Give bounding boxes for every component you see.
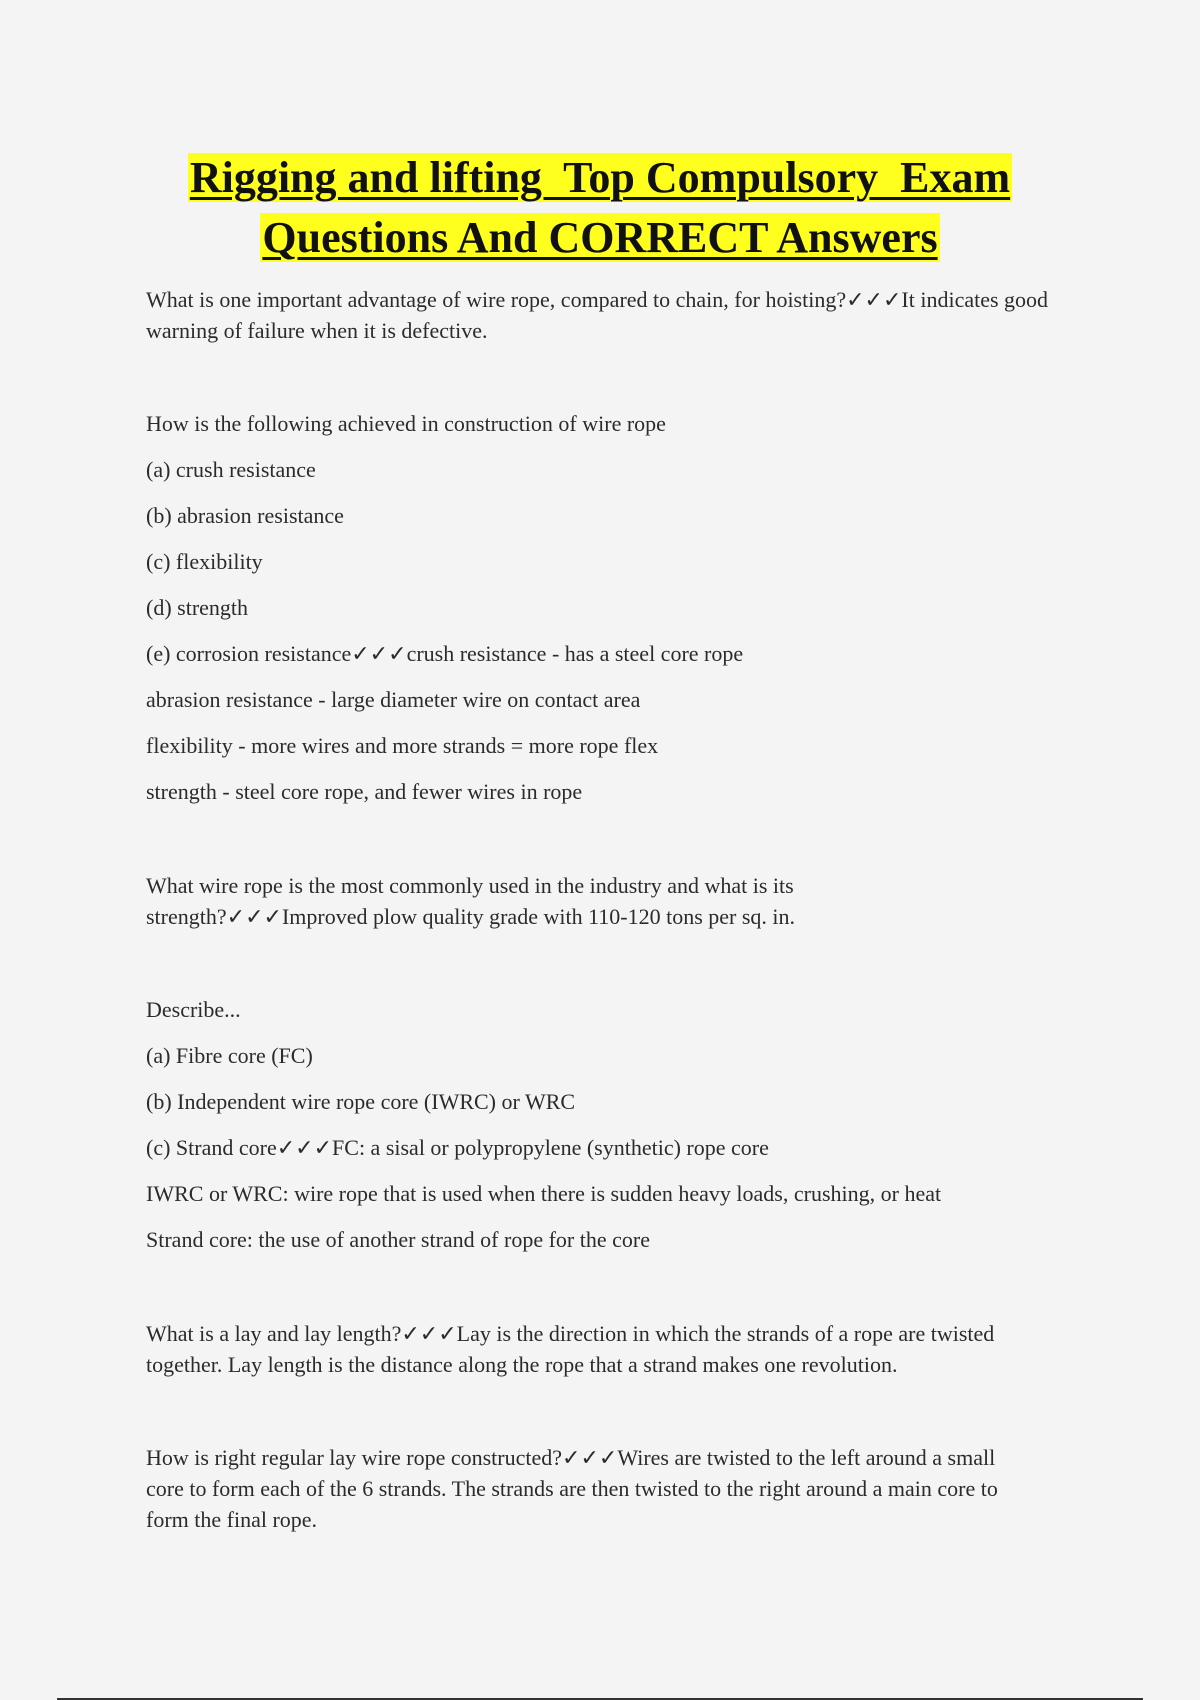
checkmark-icon: ✓✓✓ xyxy=(276,1135,333,1160)
spacer xyxy=(146,1270,1076,1318)
question-answer-line xyxy=(146,1132,1076,1163)
qa-item-6 xyxy=(146,1442,1036,1535)
checkmark-icon: ✓✓✓ xyxy=(351,641,407,666)
question-line: (b) Independent wire rope core (IWRC) or WRC xyxy=(146,1089,576,1114)
qa-item-4 xyxy=(146,994,1076,1255)
spacer xyxy=(146,1380,1076,1442)
title-line-2: Questions And CORRECT Answers xyxy=(262,213,938,262)
question-line: (d) strength xyxy=(146,595,249,620)
checkmark-icon: ✓✓✓ xyxy=(562,1445,618,1470)
answer-line: flexibility - more wires and more strands = more rope flex xyxy=(146,733,659,758)
question-answer-line xyxy=(146,638,1076,669)
question-text: (e) corrosion resistance xyxy=(146,641,352,666)
question-line: How is the following achieved in construction of wire rope xyxy=(146,411,666,436)
spacer xyxy=(146,932,1076,994)
answer-line: IWRC or WRC: wire rope that is used when there is sudden heavy loads, crushing, or heat xyxy=(146,1181,942,1206)
answer-text: Lay is the direction in which the strands of a rope are twisted together. Lay length is the distance along the rope that a strand makes one revolution. xyxy=(146,1321,995,1377)
checkmark-icon: ✓✓✓ xyxy=(226,904,282,929)
question-text: How is right regular lay wire rope constructed? xyxy=(146,1445,563,1470)
spacer xyxy=(146,822,1076,870)
title-line-1: Rigging and lifting Top Compulsory Exam xyxy=(189,153,1011,202)
question-line: (c) flexibility xyxy=(146,549,263,574)
question-line: (a) Fibre core (FC) xyxy=(146,1043,313,1068)
spacer xyxy=(146,346,1076,408)
qa-item-5 xyxy=(146,1318,1076,1380)
question-line: Describe... xyxy=(146,997,241,1022)
document-title xyxy=(0,148,1200,268)
answer-line: Strand core: the use of another strand of rope for the core xyxy=(146,1227,650,1252)
answer-text: crush resistance - has a steel core rope xyxy=(406,641,744,666)
answer-line: strength - steel core rope, and fewer wires in rope xyxy=(146,779,583,804)
answer-text: Wires are twisted to the left around a small core to form each of the 6 strands. The strands are then twisted to the right around a main core to form the final rope. xyxy=(146,1445,998,1532)
qa-item-1 xyxy=(146,284,1076,346)
question-text: (c) Strand core xyxy=(146,1135,277,1160)
answer-text: FC: a sisal or polypropylene (synthetic) rope core xyxy=(332,1135,769,1160)
checkmark-icon: ✓✓✓ xyxy=(846,287,902,312)
question-line: (a) crush resistance xyxy=(146,457,316,482)
question-text: What is one important advantage of wire rope, compared to chain, for hoisting? xyxy=(146,287,847,312)
qa-item-2 xyxy=(146,408,1076,807)
answer-line: abrasion resistance - large diameter wire on contact area xyxy=(146,687,641,712)
question-line: (b) abrasion resistance xyxy=(146,503,344,528)
document-body xyxy=(146,284,1076,1535)
answer-text: It indicates good warning of failure when it is defective. xyxy=(146,287,1049,343)
qa-item-3 xyxy=(146,870,866,932)
checkmark-icon: ✓✓✓ xyxy=(401,1321,457,1346)
question-text: What wire rope is the most commonly used in the industry and what is its strength? xyxy=(146,873,794,929)
question-text: What is a lay and lay length? xyxy=(146,1321,402,1346)
answer-text: Improved plow quality grade with 110-120 tons per sq. in. xyxy=(281,904,796,929)
